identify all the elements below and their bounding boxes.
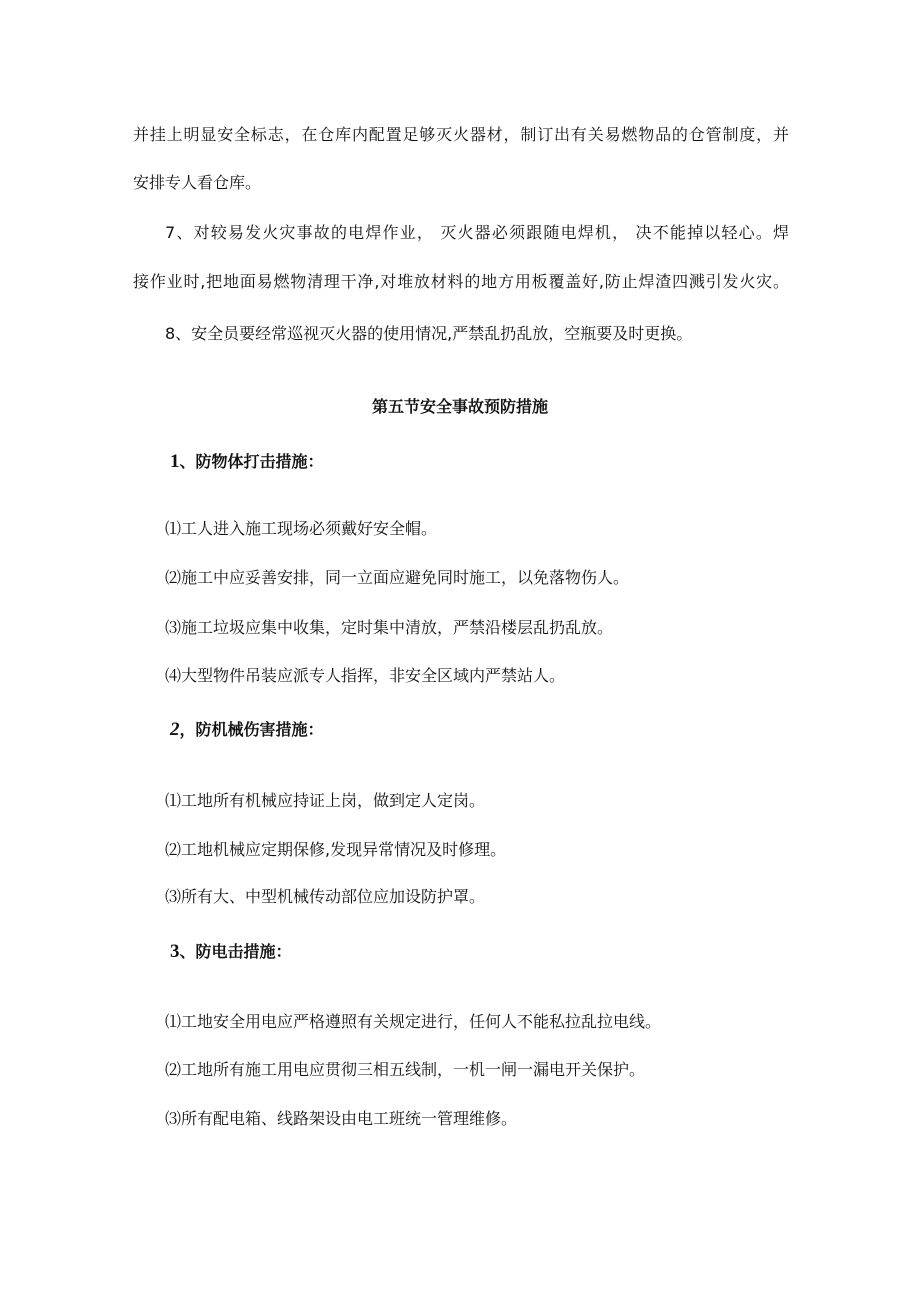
paragraph-6-line-1: 并挂上明显安全标志，在仓库内配置足够灭火器材，制订出有关易燃物品的仓管制度，并 bbox=[133, 125, 789, 144]
section-1-number: 1 bbox=[170, 451, 180, 472]
section-3-title: 、防电击措施： bbox=[179, 942, 292, 961]
section-2-item-3: ⑶所有大、中型机械传动部位应加设防护罩。 bbox=[165, 887, 486, 906]
section-1-title: 、防物体打击措施： bbox=[179, 452, 324, 471]
section-2-number: 2 bbox=[170, 719, 180, 740]
section-3-heading bbox=[170, 941, 292, 963]
section-2-heading bbox=[170, 719, 324, 741]
section-3-item-1: ⑴工地安全用电应严格遵照有关规定进行，任何人不能私拉乱拉电线。 bbox=[165, 1012, 662, 1031]
section-2-item-1: ⑴工地所有机械应持证上岗，做到定人定岗。 bbox=[165, 791, 486, 810]
section-1-item-4: ⑷大型物件吊装应派专人指挥，非安全区域内严禁站人。 bbox=[165, 666, 566, 685]
paragraph-7-line-1: 7、对较易发火灾事故的电焊作业， 灭火器必须跟随电焊机， 决不能掉以轻心。焊 bbox=[165, 223, 789, 242]
section-2-item-2: ⑵工地机械应定期保修,发现异常情况及时修理。 bbox=[165, 840, 507, 859]
section-3-item-3: ⑶所有配电箱、线路架设由电工班统一管理维修。 bbox=[165, 1109, 518, 1128]
section-3-number: 3 bbox=[170, 941, 180, 962]
paragraph-7-line-2: 接作业时,把地面易燃物清理干净,对堆放材料的地方用板覆盖好,防止焊渣四溅引发火灾。 bbox=[133, 272, 789, 291]
paragraph-6-line-2: 安排专人看仓库。 bbox=[133, 173, 262, 192]
section-3-item-2: ⑵工地所有施工用电应贯彻三相五线制，一机一闸一漏电开关保护。 bbox=[165, 1060, 646, 1079]
section-1-heading bbox=[170, 451, 324, 473]
section-1-item-3: ⑶施工垃圾应集中收集，定时集中清放，严禁沿楼层乱扔乱放。 bbox=[165, 618, 614, 637]
paragraph-8-line-1: 8、安全员要经常巡视灭火器的使用情况,严禁乱扔乱放，空瓶要及时更换。 bbox=[165, 324, 693, 343]
section-1-item-2: ⑵施工中应妥善安排，同一立面应避免同时施工，以免落物伤人。 bbox=[165, 568, 630, 587]
section-2-title: ，防机械伤害措施： bbox=[179, 720, 324, 739]
section-1-item-1: ⑴工人进入施工现场必须戴好安全帽。 bbox=[165, 519, 438, 538]
section-title: 第五节安全事故预防措施 bbox=[371, 397, 548, 416]
